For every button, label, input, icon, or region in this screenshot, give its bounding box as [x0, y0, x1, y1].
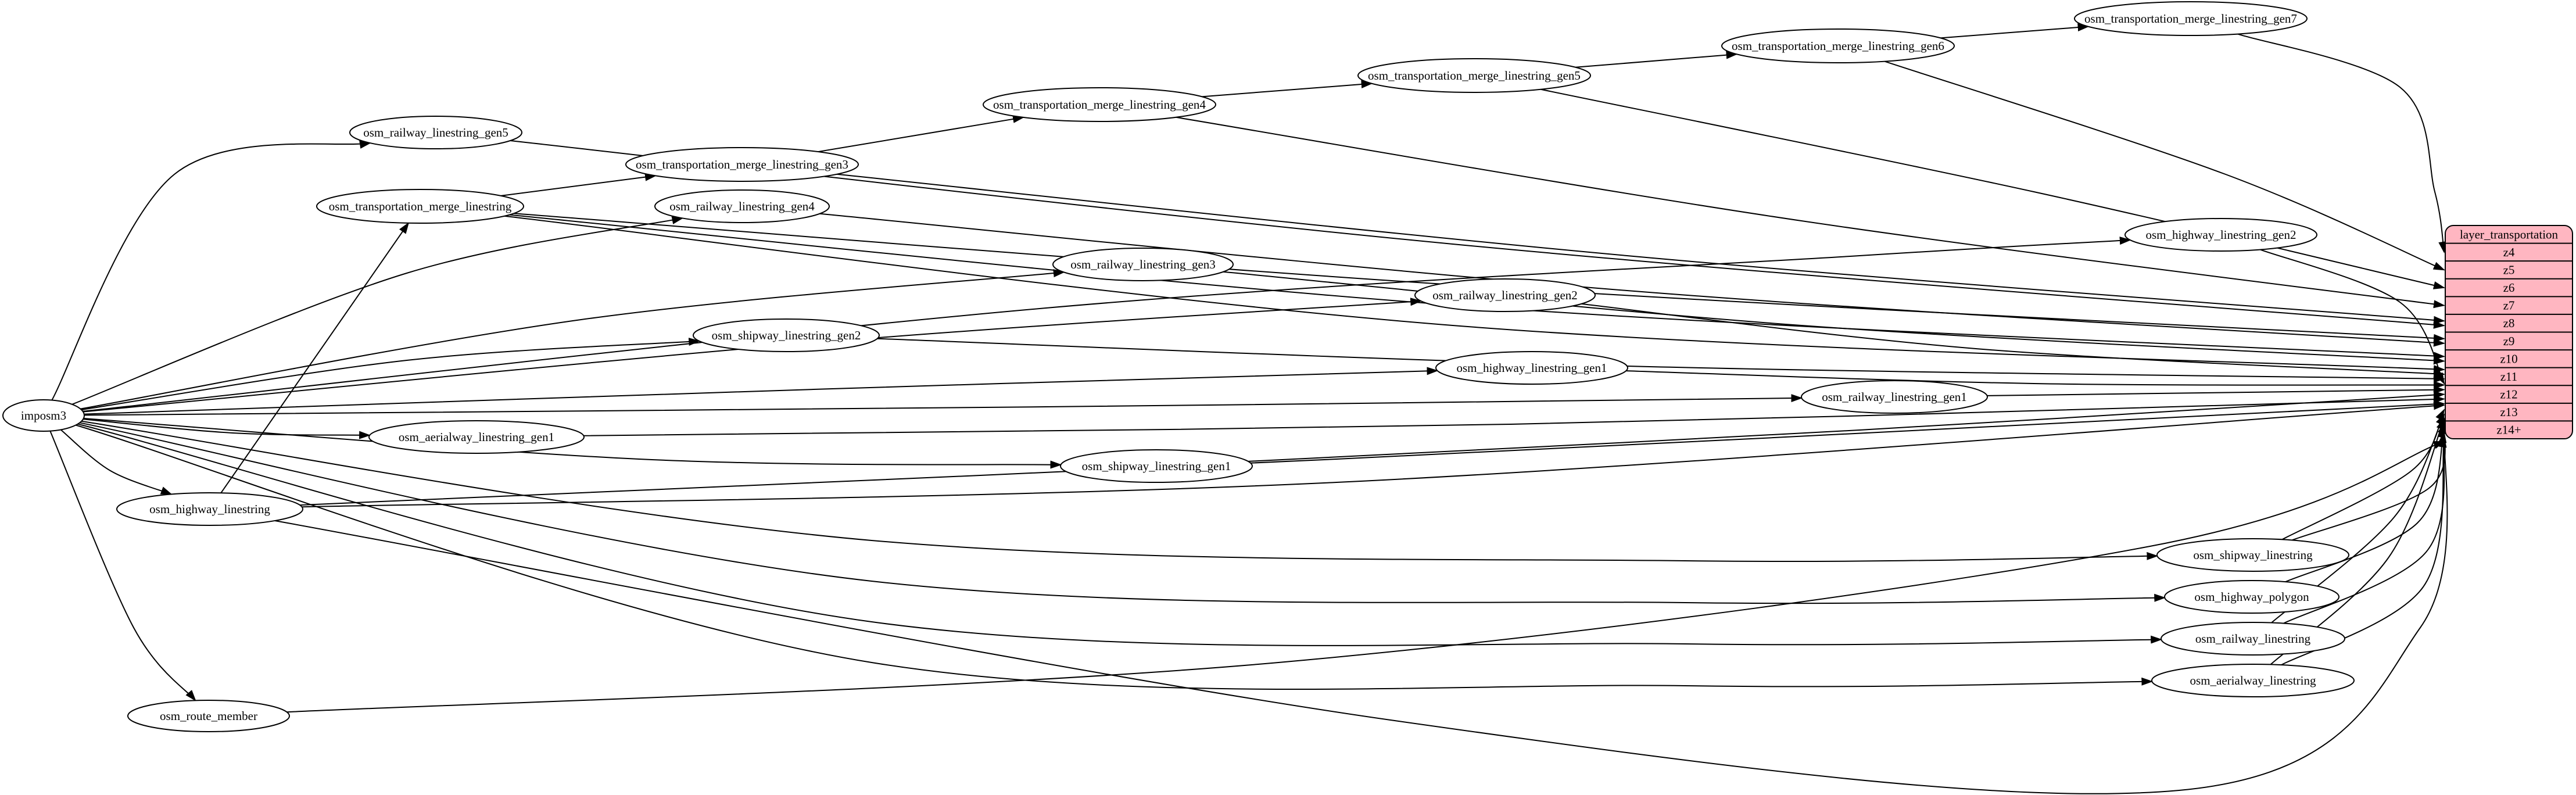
edge-osm-shipway-linestring-to-z-z14plus — [2292, 423, 2445, 540]
table-node-label: osm_highway_linestring — [149, 502, 270, 516]
layer-row-z12: z12 — [2500, 387, 2518, 402]
edge-osm-transportation-merge-linestring-gen4-to-osm-transportation-merge-linestring-gen5 — [1202, 84, 1371, 97]
table-node-label: osm_highway_linestring_gen2 — [2145, 228, 2296, 242]
edge-osm-railway-linestring-gen1-to-z-z12 — [1987, 390, 2444, 396]
table-node-osm-route-member — [128, 700, 289, 732]
table-node-osm-shipway-linestring-gen1 — [1061, 450, 1252, 482]
table-node-osm-highway-linestring-gen2 — [2125, 219, 2317, 251]
table-node-label: osm_highway_linestring_gen1 — [1456, 361, 1607, 375]
table-node-label: osm_aerialway_linestring — [2190, 674, 2316, 687]
table-node-osm-highway-polygon — [2165, 581, 2339, 613]
table-node-osm-transportation-merge-linestring-gen7 — [2075, 2, 2307, 35]
table-node-osm-railway-linestring-gen3 — [1053, 248, 1233, 281]
layer-row-z6: z6 — [2503, 281, 2515, 295]
edge-imposm3-to-osm-route-member — [50, 431, 195, 701]
edge-osm-transportation-merge-linestring-gen7-to-z-z4 — [2238, 34, 2444, 252]
table-node-osm-railway-linestring-gen2 — [1415, 279, 1595, 311]
table-node-label: osm_railway_linestring_gen4 — [669, 199, 815, 213]
table-node-osm-transportation-merge-linestring-gen5 — [1358, 59, 1590, 92]
layer-row-z13: z13 — [2500, 405, 2518, 420]
table-node-label: osm_railway_linestring_gen1 — [1822, 390, 1967, 404]
table-node-label: imposm3 — [20, 409, 67, 422]
layer-row-z14plus: z14+ — [2496, 422, 2521, 437]
edge-osm-shipway-linestring-gen2-to-z-z11 — [877, 339, 2444, 379]
table-node-osm-shipway-linestring-gen2 — [693, 319, 879, 352]
table-node-label: osm_shipway_linestring_gen2 — [711, 328, 861, 342]
edge-imposm3-to-osm-railway-linestring-gen5 — [52, 143, 370, 400]
edge-osm-route-member-to-z-z14plus — [287, 442, 2444, 712]
table-node-osm-railway-linestring-gen4 — [655, 190, 829, 223]
layer-record-box — [2445, 225, 2573, 439]
table-node-osm-highway-linestring-gen1 — [1436, 352, 1628, 384]
table-node-osm-railway-linestring-gen5 — [350, 116, 522, 149]
table-node-label: osm_aerialway_linestring_gen1 — [398, 430, 555, 444]
edge-osm-transportation-merge-linestring-to-osm-transportation-merge-linestring-gen3 — [501, 176, 655, 196]
edge-imposm3-to-osm-railway-linestring-gen4 — [72, 218, 682, 404]
layer-row-z10: z10 — [2500, 352, 2518, 366]
table-node-osm-aerialway-linestring-gen1 — [369, 421, 584, 453]
layer-record-title: layer_transportation — [2459, 227, 2559, 242]
layer-row-z11: z11 — [2500, 369, 2518, 384]
edge-osm-transportation-merge-linestring-gen6-to-osm-transportation-merge-linestring-gen7 — [1940, 27, 2088, 38]
edge-osm-highway-linestring-to-z-z14plus — [275, 418, 2447, 794]
table-node-osm-transportation-merge-linestring — [317, 189, 524, 223]
table-node-label: osm_transportation_merge_linestring_gen4 — [993, 98, 1206, 112]
table-node-label: osm_transportation_merge_linestring_gen3 — [636, 157, 848, 171]
layer-row-z7: z7 — [2503, 298, 2515, 313]
table-node-label: osm_transportation_merge_linestring — [328, 199, 512, 213]
table-node-label: osm_transportation_merge_linestring_gen7 — [2084, 12, 2297, 26]
layer-row-z4: z4 — [2503, 245, 2515, 259]
table-node-label: osm_highway_polygon — [2194, 590, 2309, 604]
table-node-label: osm_railway_linestring — [2195, 632, 2311, 646]
edge-osm-highway-linestring-to-osm-transportation-merge-linestring — [221, 223, 409, 493]
edge-osm-highway-linestring-to-z-z12 — [300, 404, 2444, 506]
edge-osm-transportation-merge-linestring-gen4-to-z-z7 — [1176, 117, 2444, 306]
table-node-imposm3 — [3, 400, 84, 431]
edge-imposm3-to-osm-railway-linestring-gen1 — [84, 398, 1801, 416]
table-node-osm-transportation-merge-linestring-gen6 — [1722, 29, 1954, 63]
table-node-osm-transportation-merge-linestring-gen3 — [626, 148, 858, 181]
table-node-label: osm_shipway_linestring_gen1 — [1081, 459, 1231, 473]
layer-row-z8: z8 — [2503, 316, 2515, 331]
table-node-osm-railway-linestring — [2161, 622, 2345, 655]
table-node-osm-railway-linestring-gen1 — [1801, 381, 1987, 413]
layer-row-z5: z5 — [2503, 263, 2515, 277]
table-node-label: osm_railway_linestring_gen5 — [363, 126, 508, 139]
table-node-label: osm_transportation_merge_linestring_gen6 — [1732, 39, 1944, 53]
table-node-label: osm_railway_linestring_gen2 — [1432, 288, 1578, 302]
table-node-osm-aerialway-linestring — [2152, 664, 2354, 697]
table-node-label: osm_shipway_linestring — [2193, 548, 2313, 562]
edge-osm-transportation-merge-linestring-gen3-to-osm-transportation-merge-linestring-gen4 — [818, 117, 1023, 152]
table-node-osm-transportation-merge-linestring-gen4 — [983, 88, 1216, 121]
table-node-osm-shipway-linestring — [2157, 539, 2349, 571]
table-node-label: osm_railway_linestring_gen3 — [1070, 257, 1216, 271]
table-node-label: osm_transportation_merge_linestring_gen5 — [1368, 69, 1581, 83]
layer-row-z9: z9 — [2503, 334, 2515, 348]
table-node-osm-highway-linestring — [117, 493, 303, 525]
table-node-label: osm_route_member — [160, 709, 257, 723]
edge-osm-transportation-merge-linestring-gen5-to-z-z6 — [1540, 89, 2444, 288]
edge-osm-transportation-merge-linestring-gen5-to-osm-transportation-merge-linestring-gen6 — [1575, 54, 1736, 67]
